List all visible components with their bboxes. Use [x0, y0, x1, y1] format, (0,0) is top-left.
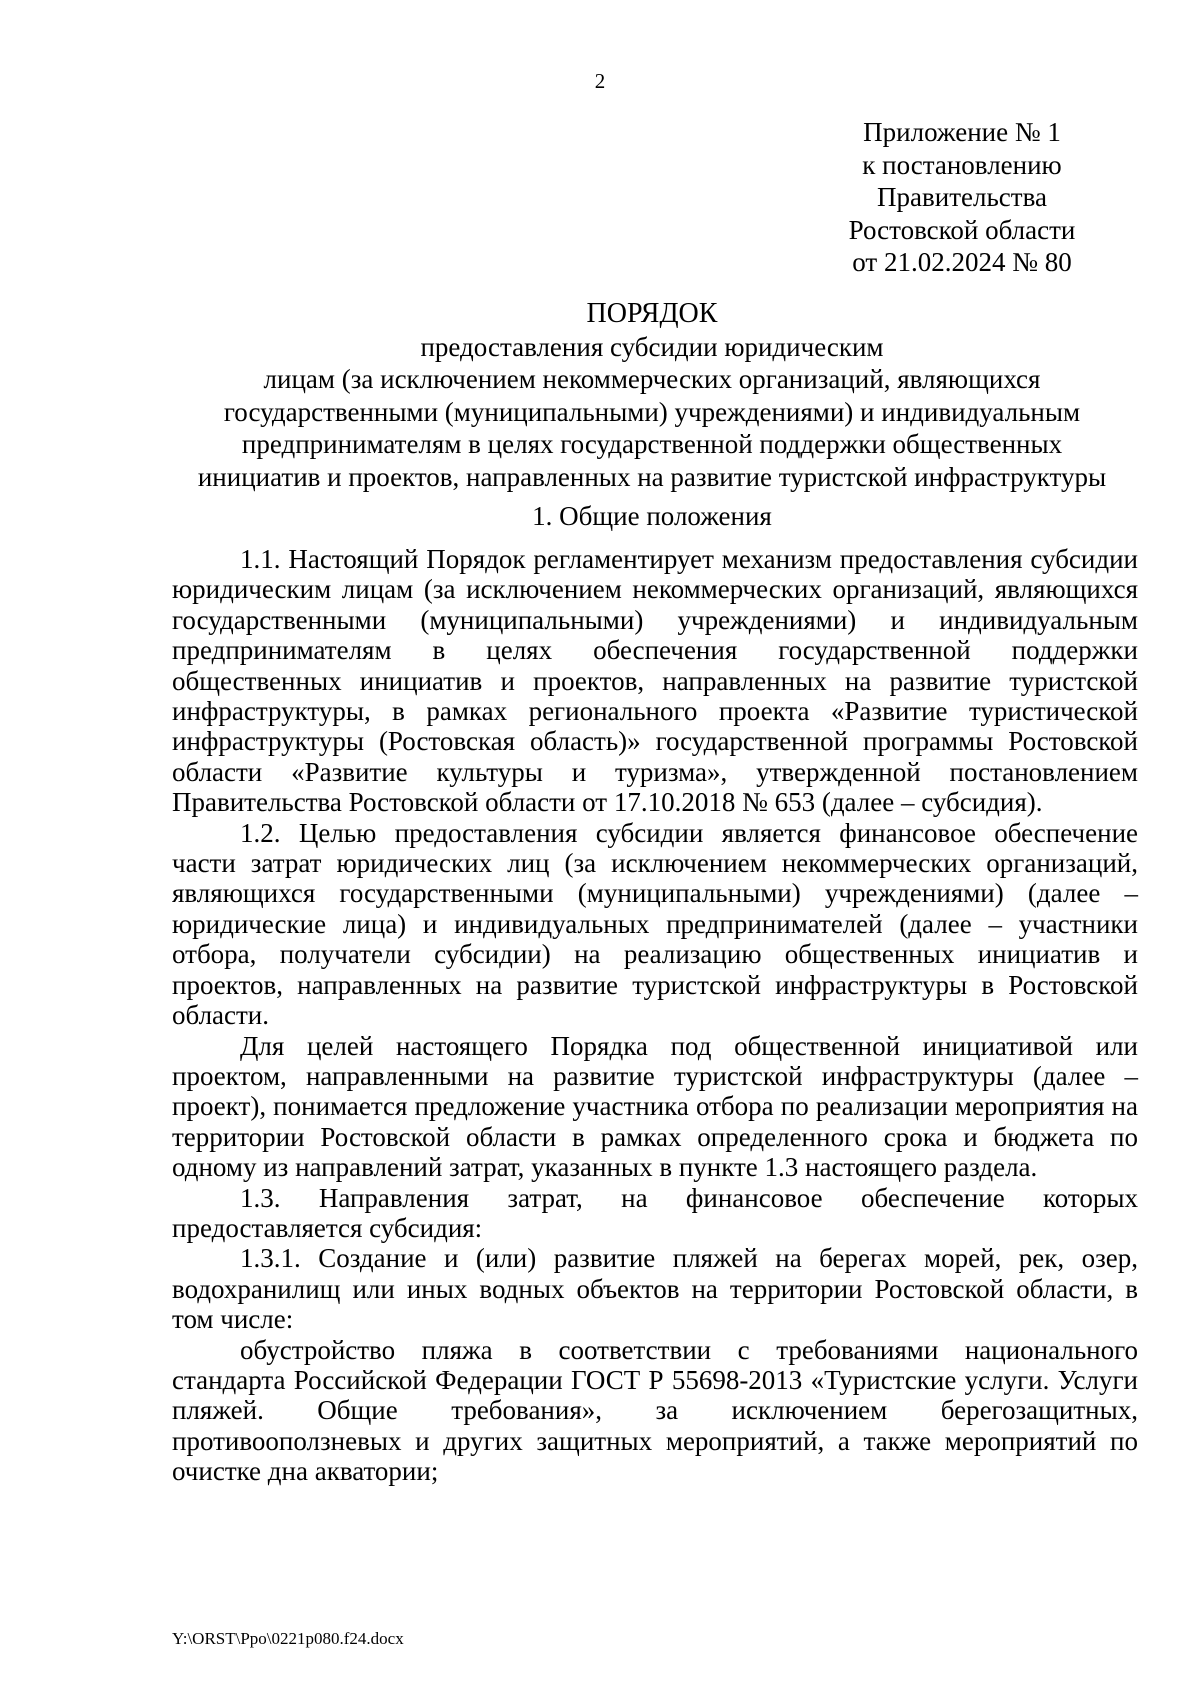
footer-file-path: Y:\ORST\Ppo\0221p080.f24.docx	[172, 1629, 404, 1648]
appendix-line: к постановлению	[862, 149, 1062, 180]
appendix-line: Правительства	[877, 182, 1047, 212]
appendix-block	[828, 116, 1096, 279]
document-subtitle-line: предпринимателям в целях государственной поддержки общественных	[241, 429, 1063, 459]
paragraph-definition: Для целей настоящего Порядка под общественной инициативой или проектом, направленными на развитие туристской инфраструктуры (далее – проект), понимается предложение участника отбора по реализации мероприятия на территории Ростовской области в рамках определенного срока и бюджета по одному из направлений затрат, указанных в пункте 1.3 настоящего раздела.	[172, 1030, 1138, 1183]
document-subtitle-line: инициатив и проектов, направленных на развитие туристской инфраструктуры	[197, 461, 1107, 492]
section-body	[172, 544, 1138, 1487]
paragraph-1-1: 1.1. Настоящий Порядок регламентирует механизм предоставления субсидии юридическим лицам (за исключением некоммерческих организаций, являющихся государственными (муниципальными) учреждениями) и индивидуальным предпринимателям в целях обеспечения государственной поддержки общественных инициатив и проектов, направленных на развитие туристской инфраструктуры, в рамках регионального проекта «Развитие туристической инфраструктуры (Ростовская область)» государственной программы Ростовской области «Развитие культуры и туризма», утвержденной постановлением Правительства Ростовской области от 17.10.2018 № 653 (далее – субсидия).	[172, 544, 1138, 818]
document-title-block	[168, 298, 1136, 493]
section-title: 1. Общие положения	[532, 501, 772, 531]
document-subtitle-line: лицам (за исключением некоммерческих организаций, являющихся	[263, 364, 1041, 394]
document-title: ПОРЯДОК	[586, 298, 718, 329]
appendix-line: Ростовской области	[848, 214, 1076, 245]
paragraph-1-3: 1.3. Направления затрат, на финансовое обеспечение которых предоставляется субсидия:	[172, 1182, 1138, 1243]
paragraph-beach-arrangement: обустройство пляжа в соответствии с требованиями национального стандарта Российской Федерации ГОСТ Р 55698-2013 «Туристские услуги. Услуги пляжей. Общие требования», за исключением берегозащитных, противооползневых и других защитных мероприятий, а также мероприятий по очистке дна акватории;	[172, 1334, 1138, 1487]
page-number: 2	[594, 69, 606, 93]
appendix-line: от 21.02.2024 № 80	[852, 247, 1072, 277]
paragraph-1-3-1: 1.3.1. Создание и (или) развитие пляжей на берегах морей, рек, озер, водохранилищ или иных водных объектов на территории Ростовской области, в том числе:	[172, 1243, 1138, 1335]
document-subtitle-line: предоставления субсидии юридическим	[420, 331, 884, 362]
appendix-line: Приложение № 1	[863, 117, 1061, 147]
document-subtitle-line: государственными (муниципальными) учреждениями) и индивидуальным	[223, 396, 1081, 427]
paragraph-1-2: 1.2. Целью предоставления субсидии является финансовое обеспечение части затрат юридических лиц (за исключением некоммерческих организаций, являющихся государственными (муниципальными) учреждениями) (далее – юридические лица) и индивидуальных предпринимателей (далее – участники отбора, получатели субсидии) на реализацию общественных инициатив и проектов, направленных на развитие туристской инфраструктуры в Ростовской области.	[172, 817, 1138, 1031]
